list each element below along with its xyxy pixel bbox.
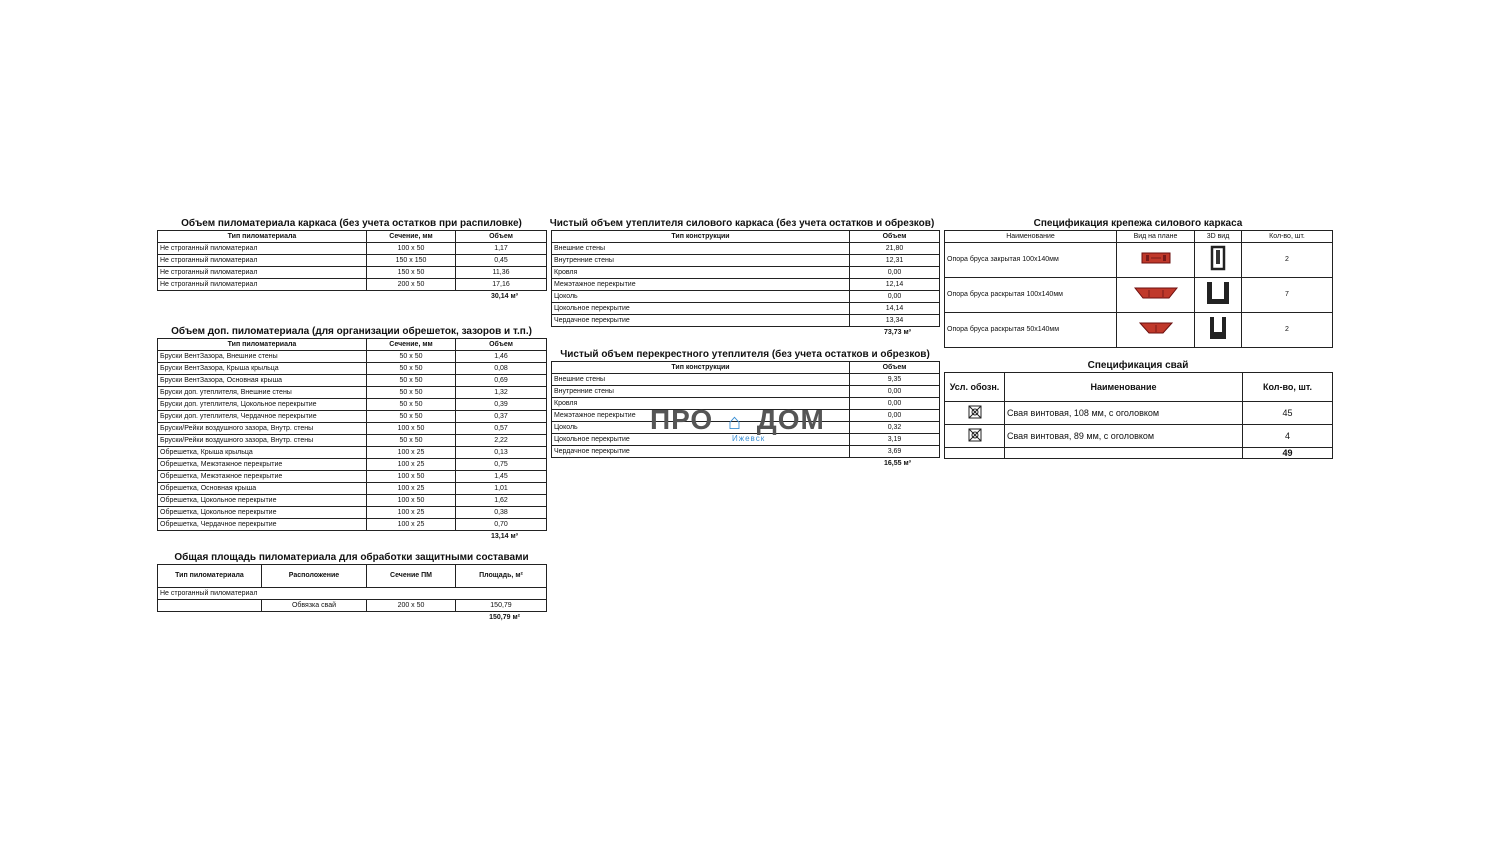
table-cell: 0,00: [850, 291, 940, 303]
table-row: [158, 243, 547, 255]
plan-view-cell: [1117, 243, 1195, 278]
watermark-text-right: ДОМ: [756, 404, 825, 435]
table-cell: 0,70: [456, 519, 547, 531]
lumber-frame-volume-title: Объем пиломатериала каркаса (без учета остатков при распиловке): [181, 218, 522, 229]
table-row: [158, 255, 547, 267]
table-cell: Цоколь: [552, 291, 850, 303]
fasteners-spec-table: [944, 230, 1333, 348]
table-cell: Бруски доп. утеплителя, Чердачное перекрытие: [158, 411, 367, 423]
table-cell: 100 x 25: [367, 483, 456, 495]
table-cell: Не строганный пиломатериал: [158, 255, 367, 267]
table-cell: 0,00: [850, 398, 940, 410]
table-cell: 100 x 25: [367, 447, 456, 459]
lumber-frame-volume-block: [157, 218, 546, 303]
table-row: [158, 435, 547, 447]
table-cell: 50 x 50: [367, 363, 456, 375]
table-cell: 0,69: [456, 375, 547, 387]
column-header: Тип пиломатериала: [158, 565, 262, 588]
table-row: [158, 363, 547, 375]
table-cell: 0,32: [850, 422, 940, 434]
table-cell: Обрешетка, Крыша крыльца: [158, 447, 367, 459]
table-cell: Обрешетка, Цокольное перекрытие: [158, 495, 367, 507]
column-header: Наименование: [1005, 373, 1243, 402]
plan-view-cell: [1117, 278, 1195, 313]
piles-spec-title: Спецификация свай: [1087, 360, 1189, 371]
table-cell: 1,45: [456, 471, 547, 483]
insulation-volume-total: 73,73 м³: [884, 329, 911, 336]
table-cell: 11,36: [456, 267, 547, 279]
treatment-area-block: [157, 552, 546, 624]
fastener-name: Опора бруса закрытая 100х140мм: [945, 243, 1117, 278]
fasteners-spec-block: [944, 218, 1332, 348]
table-cell: 2,22: [456, 435, 547, 447]
table-cell: 12,14: [850, 279, 940, 291]
3d-view-cell: [1195, 313, 1242, 348]
column-header: Кол-во, шт.: [1243, 373, 1333, 402]
table-row: [552, 291, 940, 303]
table-cell: 0,38: [456, 507, 547, 519]
table-row: [158, 375, 547, 387]
table-cell: 0,00: [850, 267, 940, 279]
table-cell: 100 x 50: [367, 423, 456, 435]
additional-lumber-block: [157, 326, 546, 543]
table-cell: 50 x 50: [367, 399, 456, 411]
table-row: [552, 303, 940, 315]
table-cell: Не строганный пиломатериал: [158, 243, 367, 255]
table-cell: 0,57: [456, 423, 547, 435]
column-header: Расположение: [262, 565, 367, 588]
fastener-qty: 2: [1242, 243, 1333, 278]
additional-lumber-title: Объем доп. пиломатериала (для организации обрешеток, зазоров и т.п.): [171, 326, 532, 337]
column-header: Площадь, м²: [456, 565, 547, 588]
table-cell: Бруски доп. утеплителя, Внешние стены: [158, 387, 367, 399]
table-cell: 50 x 50: [367, 351, 456, 363]
additional-lumber-total: 13,14 м³: [491, 533, 518, 540]
table-row: [158, 495, 547, 507]
table-group-row: [158, 588, 547, 600]
table-row: [158, 600, 547, 612]
table-row: [945, 425, 1333, 448]
table-cell: Не строганный пиломатериал: [158, 279, 367, 291]
table-cell: 1,62: [456, 495, 547, 507]
column-header: Кол-во, шт.: [1242, 231, 1333, 243]
table-cell: 0,13: [456, 447, 547, 459]
table-total-row: [945, 448, 1333, 459]
pile-name: Свая винтовая, 89 мм, с оголовком: [1005, 425, 1243, 448]
table-cell: 150 x 50: [367, 267, 456, 279]
table-cell: Обрешетка, Межэтажное перекрытие: [158, 471, 367, 483]
table-cell: 200 x 50: [367, 279, 456, 291]
table-row: [552, 267, 940, 279]
table-cell: 100 x 50: [367, 495, 456, 507]
table-cell: 50 x 50: [367, 375, 456, 387]
column-header: Сечение, мм: [367, 339, 456, 351]
3d-view-cell: [1195, 278, 1242, 313]
table-row: [945, 243, 1333, 278]
table-cell: 100 x 25: [367, 507, 456, 519]
table-cell: Внешние стены: [552, 243, 850, 255]
pile-symbol-cell: [945, 402, 1005, 425]
table-cell: 1,01: [456, 483, 547, 495]
table-cell: Не строганный пиломатериал: [158, 267, 367, 279]
watermark-text-left: ПРО: [650, 404, 714, 435]
table-cell: Межэтажное перекрытие: [552, 279, 850, 291]
table-cell: Бруски/Рейки воздушного зазора, Внутр. стены: [158, 423, 367, 435]
table-row: [945, 278, 1333, 313]
piles-spec-table: [944, 372, 1333, 459]
table-cell: Обрешетка, Основная крыша: [158, 483, 367, 495]
column-header: Сечение ПМ: [367, 565, 456, 588]
lumber-frame-volume-table: [157, 230, 547, 291]
table-row: [158, 507, 547, 519]
column-header: Объем: [850, 231, 940, 243]
table-cell: Обрешетка, Чердачное перекрытие: [158, 519, 367, 531]
table-row: [158, 351, 547, 363]
table-cell: 17,16: [456, 279, 547, 291]
table-cell: 100 x 25: [367, 519, 456, 531]
group-label: Не строганный пиломатериал: [158, 588, 547, 600]
table-cell: Бруски ВентЗазора, Основная крыша: [158, 375, 367, 387]
table-row: [552, 374, 940, 386]
table-cell: Кровля: [552, 267, 850, 279]
table-cell: 12,31: [850, 255, 940, 267]
table-cell: Внешние стены: [552, 374, 850, 386]
watermark-subtitle: Ижевск: [732, 434, 766, 443]
table-row: [158, 471, 547, 483]
column-header: Тип пиломатериала: [158, 339, 367, 351]
table-row: [158, 483, 547, 495]
fastener-name: Опора бруса раскрытая 50х140мм: [945, 313, 1117, 348]
table-row: [552, 243, 940, 255]
table-cell: 9,35: [850, 374, 940, 386]
cross-insulation-total: 16,55 м³: [884, 460, 911, 467]
table-row: [158, 519, 547, 531]
table-row: [945, 402, 1333, 425]
insulation-volume-title: Чистый объем утеплителя силового каркаса (без учета остатков и обрезков): [549, 218, 935, 229]
insulation-volume-table: [551, 230, 940, 327]
table-cell: Обрешетка, Цокольное перекрытие: [158, 507, 367, 519]
additional-lumber-table: [157, 338, 547, 531]
pile-symbol-cell: [945, 425, 1005, 448]
table-cell: Межэтажное перекрытие: [552, 410, 850, 422]
fastener-qty: 2: [1242, 313, 1333, 348]
table-row: [158, 459, 547, 471]
piles-spec-block: [944, 360, 1332, 459]
table-cell: Бруски/Рейки воздушного зазора, Внутр. стены: [158, 435, 367, 447]
fastener-name: Опора бруса раскрытая 100х140мм: [945, 278, 1117, 313]
cross-insulation-title: Чистый объем перекрестного утеплителя (без учета остатков и обрезков): [560, 349, 930, 360]
piles-total: 49: [1243, 448, 1333, 459]
treatment-area-total: 150,79 м²: [489, 614, 520, 621]
table-cell: 0,00: [850, 386, 940, 398]
3d-view-cell: [1195, 243, 1242, 278]
table-cell: Бруски ВентЗазора, Внешние стены: [158, 351, 367, 363]
table-cell: Чердачное перекрытие: [552, 315, 850, 327]
table-row: [158, 387, 547, 399]
table-row: [158, 267, 547, 279]
pile-qty: 45: [1243, 402, 1333, 425]
pile-qty: 4: [1243, 425, 1333, 448]
table-row: [552, 315, 940, 327]
table-cell: Обрешетка, Межэтажное перекрытие: [158, 459, 367, 471]
fasteners-spec-title: Спецификация крепежа силового каркаса: [1033, 218, 1243, 229]
table-cell: 1,32: [456, 387, 547, 399]
column-header: 3D вид: [1195, 231, 1242, 243]
table-cell: 150,79: [456, 600, 547, 612]
table-row: [552, 386, 940, 398]
table-cell: 100 x 25: [367, 459, 456, 471]
column-header: Тип конструкции: [552, 231, 850, 243]
column-header: Вид на плане: [1117, 231, 1195, 243]
table-cell: 14,14: [850, 303, 940, 315]
table-cell: 0,45: [456, 255, 547, 267]
table-cell: 150 x 150: [367, 255, 456, 267]
table-row: [552, 279, 940, 291]
column-header: Тип конструкции: [552, 362, 850, 374]
pile-symbol-icon: [968, 428, 982, 444]
house-icon: ⌂: [727, 409, 743, 434]
table-cell: Чердачное перекрытие: [552, 446, 850, 458]
table-cell: Цокольное перекрытие: [552, 303, 850, 315]
table-cell: 0,37: [456, 411, 547, 423]
table-row: [158, 411, 547, 423]
table-cell: Кровля: [552, 398, 850, 410]
table-cell: 3,19: [850, 434, 940, 446]
open-support-3d-icon: [1204, 279, 1232, 311]
table-cell: 100 x 50: [367, 243, 456, 255]
table-cell: 1,17: [456, 243, 547, 255]
column-header: Объем: [850, 362, 940, 374]
table-cell: [1005, 448, 1243, 459]
column-header: Усл. обозн.: [945, 373, 1005, 402]
open-support-small-plan-icon: [1139, 321, 1173, 339]
column-header: Объем: [456, 339, 547, 351]
plan-view-cell: [1117, 313, 1195, 348]
insulation-volume-block: [551, 218, 939, 339]
table-cell: 200 x 50: [367, 600, 456, 612]
pile-symbol-icon: [968, 405, 982, 421]
open-support-plan-icon: [1134, 286, 1178, 304]
watermark-logo: [650, 404, 825, 443]
column-header: Объем: [456, 231, 547, 243]
table-cell: 21,80: [850, 243, 940, 255]
table-cell: 50 x 50: [367, 387, 456, 399]
pile-name: Свая винтовая, 108 мм, с оголовком: [1005, 402, 1243, 425]
table-cell: Внутренние стены: [552, 255, 850, 267]
table-cell: 3,69: [850, 446, 940, 458]
table-cell: 0,08: [456, 363, 547, 375]
table-row: [945, 313, 1333, 348]
table-row: [552, 446, 940, 458]
table-cell: 1,46: [456, 351, 547, 363]
table-row: [158, 423, 547, 435]
table-cell: 50 x 50: [367, 435, 456, 447]
table-cell: 100 x 50: [367, 471, 456, 483]
open-support-small-3d-icon: [1207, 314, 1229, 346]
closed-support-3d-icon: [1208, 244, 1228, 276]
table-row: [158, 399, 547, 411]
table-cell: 0,00: [850, 410, 940, 422]
treatment-area-table: [157, 564, 547, 612]
table-cell: 0,39: [456, 399, 547, 411]
lumber-frame-volume-total: 30,14 м³: [491, 293, 518, 300]
table-row: [552, 255, 940, 267]
table-cell: 13,34: [850, 315, 940, 327]
table-cell: Бруски ВентЗазора, Крыша крыльца: [158, 363, 367, 375]
column-header: Тип пиломатериала: [158, 231, 367, 243]
fastener-qty: 7: [1242, 278, 1333, 313]
closed-support-plan-icon: [1141, 251, 1171, 269]
table-cell: [945, 448, 1005, 459]
table-row: [158, 447, 547, 459]
table-cell: [158, 600, 262, 612]
table-cell: 50 x 50: [367, 411, 456, 423]
table-cell: Обвязка свай: [262, 600, 367, 612]
table-cell: Внутренние стены: [552, 386, 850, 398]
table-cell: Бруски доп. утеплителя, Цокольное перекрытие: [158, 399, 367, 411]
column-header: Сечение, мм: [367, 231, 456, 243]
treatment-area-title: Общая площадь пиломатериала для обработки защитными составами: [174, 552, 529, 563]
column-header: Наименование: [945, 231, 1117, 243]
table-cell: Цоколь: [552, 422, 850, 434]
table-cell: 0,75: [456, 459, 547, 471]
table-cell: Цокольное перекрытие: [552, 434, 850, 446]
table-row: [158, 279, 547, 291]
